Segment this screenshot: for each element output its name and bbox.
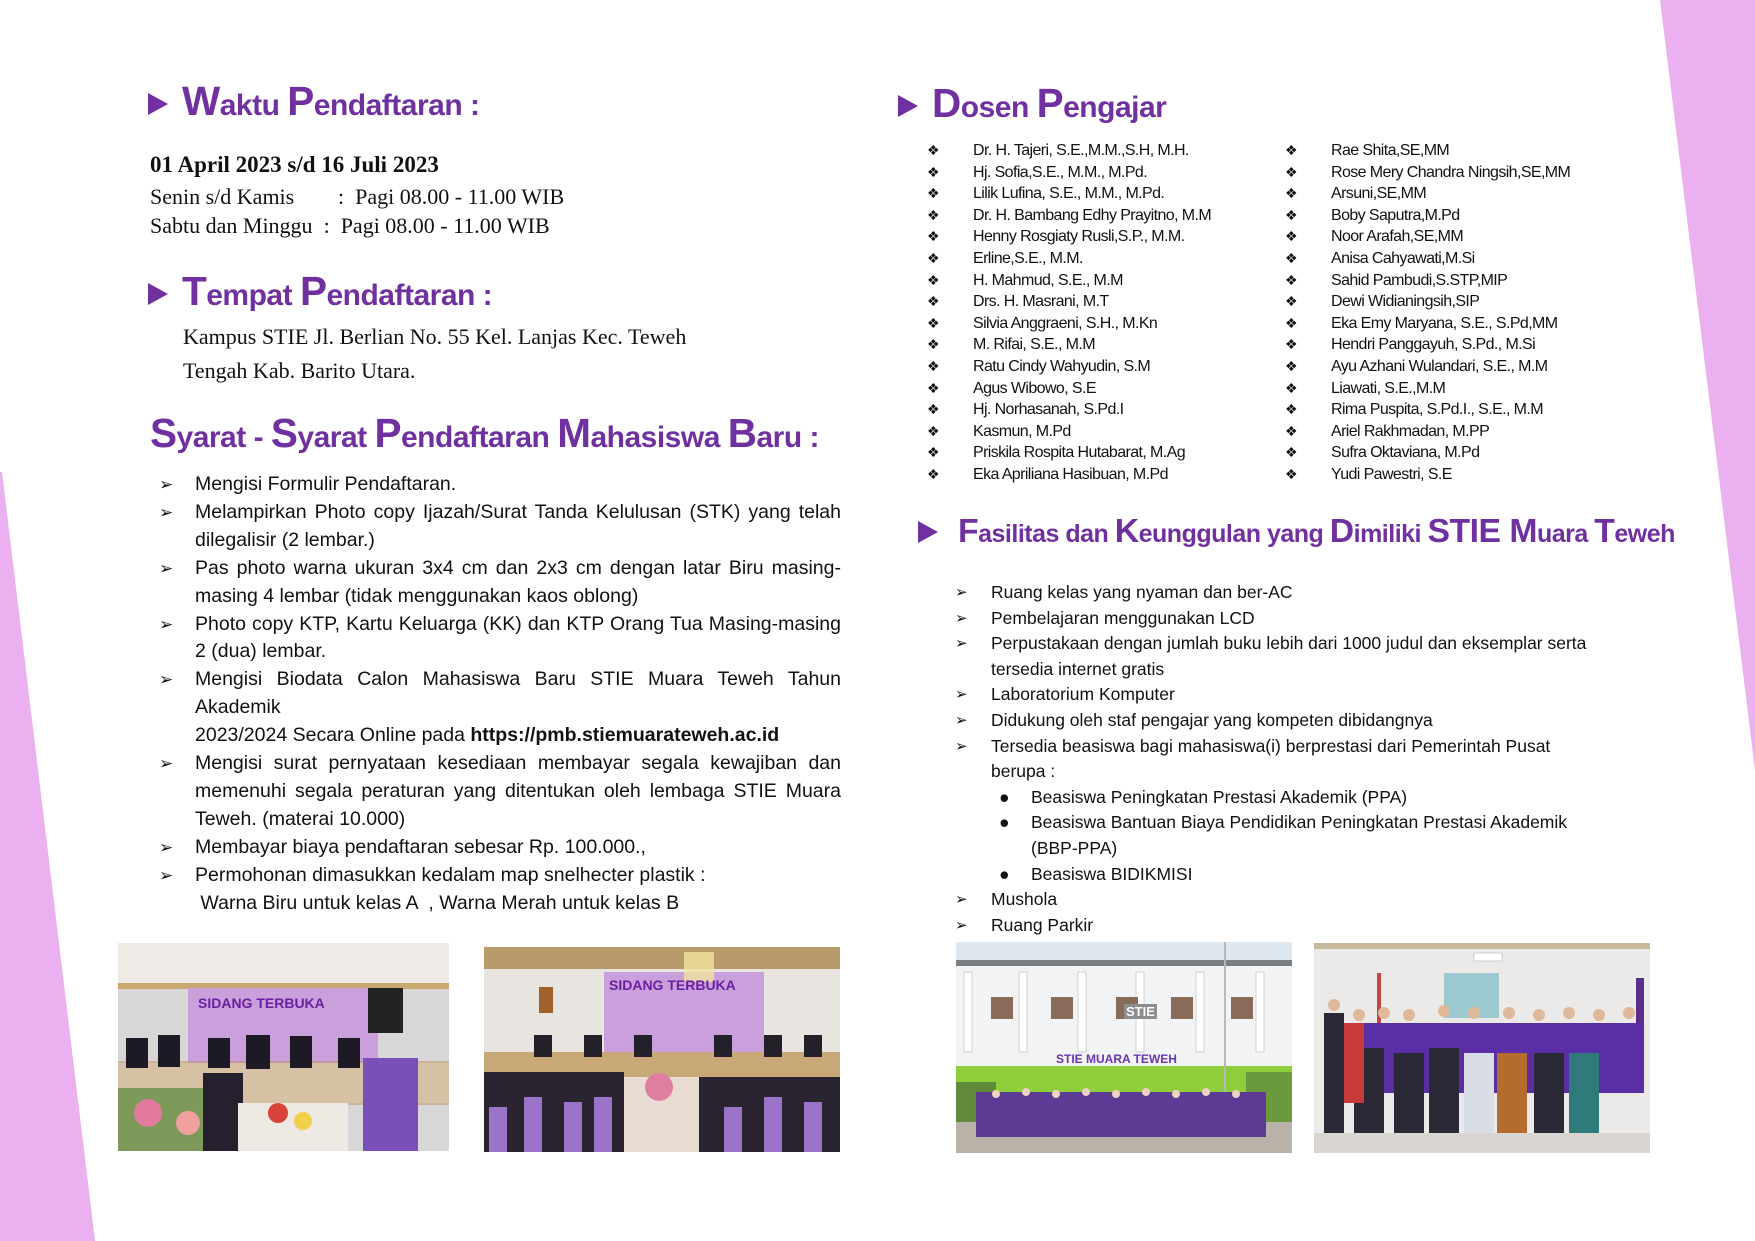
diamond-bullet-icon: ❖ <box>1285 228 1297 245</box>
dosen-name: Kasmun, M.Pd <box>973 422 1071 440</box>
fasilitas-item <box>951 887 1631 913</box>
dosen-item <box>1285 183 1570 205</box>
dosen-name: Dr. H. Tajeri, S.E.,M.M.,S.H, M.H. <box>973 142 1189 159</box>
dosen-item <box>1285 464 1570 486</box>
campus-building-photo <box>956 942 1292 1153</box>
dosen-name: Rae Shita,SE,MM <box>1331 142 1450 159</box>
tempat-heading <box>148 268 492 315</box>
fasilitas-item <box>951 913 1631 939</box>
arrowhead-bullet-icon: ➢ <box>955 686 968 704</box>
syarat-heading <box>150 410 819 457</box>
fasilitas-item <box>951 734 1631 888</box>
schedule-row <box>150 182 564 211</box>
heading-capital: B <box>727 410 757 456</box>
dosen-name: Agus Wibowo, S.E <box>973 379 1096 397</box>
heading-text: endaftaran : <box>313 89 480 122</box>
diamond-bullet-icon: ❖ <box>927 444 939 461</box>
photo-banner-text: SIDANG TERBUKA <box>609 977 736 993</box>
arrowhead-bullet-icon: ➢ <box>159 502 174 522</box>
schedule-separator: : <box>323 213 330 238</box>
dosen-item <box>927 291 1211 313</box>
heading-capital: P <box>287 78 314 124</box>
dosen-name: Eka Apriliana Hasibuan, M.Pd <box>973 465 1168 483</box>
syarat-item <box>155 750 841 834</box>
heading-capital: T <box>1594 512 1615 550</box>
dosen-name: Henny Rosgiaty Rusli,S.P., M.M. <box>973 228 1185 246</box>
dosen-item <box>1285 248 1570 270</box>
dosen-item <box>1285 205 1570 227</box>
dosen-name: Boby Saputra,M.Pd <box>1331 206 1460 224</box>
diamond-bullet-icon: ❖ <box>1285 163 1297 180</box>
fasilitas-item <box>951 580 1631 606</box>
dosen-item <box>927 378 1211 400</box>
dosen-item <box>1285 442 1570 464</box>
diamond-bullet-icon: ❖ <box>927 185 939 202</box>
schedule-days: Senin s/d Kamis <box>150 184 295 209</box>
dosen-name: Silvia Anggraeni, S.H., M.Kn <box>973 314 1158 332</box>
dosen-item <box>1285 399 1570 421</box>
arrowhead-bullet-icon: ➢ <box>955 916 968 934</box>
heading-capital: D <box>932 80 961 126</box>
dosen-name: Hj. Sofia,S.E., M.M., M.Pd. <box>973 163 1148 181</box>
dosen-item <box>927 464 1211 486</box>
dosen-name: Hj. Norhasanah, S.Pd.I <box>973 401 1124 419</box>
diamond-bullet-icon: ❖ <box>1285 465 1297 482</box>
arrowhead-bullet-icon: ➢ <box>159 614 174 634</box>
dosen-item <box>1285 313 1570 335</box>
dosen-item <box>927 270 1211 292</box>
dosen-item <box>1285 291 1570 313</box>
bullet-dot-icon: ● <box>999 863 1010 884</box>
dosen-name: Yudi Pawestri, S.E <box>1331 465 1452 483</box>
building-letters-text: STIE <box>1126 1004 1155 1019</box>
dosen-heading <box>898 80 1166 127</box>
group-photo <box>1314 943 1650 1153</box>
heading-text: endaftaran <box>401 421 558 454</box>
syarat-item-text: 2023/2024 Secara Online pada <box>195 724 471 747</box>
dosen-item <box>927 248 1211 270</box>
dosen-list-col-1 <box>927 140 1211 486</box>
dosen-name: M. Rifai, S.E., M.M <box>973 336 1095 354</box>
schedule-separator: : <box>338 184 345 209</box>
dosen-item <box>927 356 1211 378</box>
dosen-item <box>927 226 1211 248</box>
dosen-name: Sufra Oktaviana, M.Pd <box>1331 444 1480 462</box>
syarat-item <box>155 666 841 750</box>
right-pink-wedge <box>1660 0 1755 770</box>
arrowhead-bullet-icon: ➢ <box>955 635 968 653</box>
dosen-item <box>1285 334 1570 356</box>
beasiswa-item <box>991 862 1601 888</box>
dosen-item <box>927 313 1211 335</box>
heading-text: aru : <box>756 421 819 454</box>
syarat-item-text: Permohonan dimasukkan kedalam map snelhecter plastik : <box>195 863 706 886</box>
heading-text: empat <box>206 279 300 312</box>
heading-text: osen <box>960 91 1037 124</box>
dosen-name: H. Mahmud, S.E., M.M <box>973 271 1123 289</box>
syarat-list <box>155 471 841 918</box>
arrowhead-bullet-icon: ➢ <box>955 737 968 755</box>
dosen-item <box>927 140 1211 162</box>
fasilitas-item <box>951 708 1631 734</box>
fasilitas-heading <box>918 512 1675 551</box>
diamond-bullet-icon: ❖ <box>1285 379 1297 396</box>
heading-capital: P <box>1036 80 1064 126</box>
heading-text: yarat <box>297 421 375 454</box>
fasilitas-item-text: Perpustakaan dengan jumlah buku lebih dari 1000 judul dan eksemplar serta tersedia internet gratis <box>991 633 1587 679</box>
schedule-time: Pagi 08.00 - 11.00 WIB <box>340 213 550 238</box>
syarat-item-text: Mengisi surat pernyataan kesediaan membayar segala kewajiban dan memenuhi segala peraturan yang ditentukan oleh lembaga STIE Muara Teweh. (materai 10.000) <box>195 752 841 830</box>
fasilitas-item <box>951 631 1631 682</box>
dosen-name: Dewi Widianingsih,SIP <box>1331 293 1480 311</box>
dosen-item <box>1285 421 1570 443</box>
heading-text: eweh <box>1614 520 1675 548</box>
fasilitas-item-text: Tersedia beasiswa bagi mahasiswa(i) berprestasi dari Pemerintah Pusat berupa : <box>991 735 1551 782</box>
dosen-item <box>927 162 1211 184</box>
diamond-bullet-icon: ❖ <box>927 228 939 245</box>
fasilitas-item-text: Pembelajaran menggunakan LCD <box>991 607 1255 628</box>
dosen-item <box>1285 140 1570 162</box>
syarat-item <box>155 555 841 611</box>
dosen-name: Hendri Panggayuh, S.Pd., M.Si <box>1331 336 1536 354</box>
diamond-bullet-icon: ❖ <box>927 293 939 310</box>
arrowhead-bullet-icon: ➢ <box>159 475 174 494</box>
heading-capital: P <box>374 410 401 456</box>
heading-text: uara <box>1536 520 1595 548</box>
registration-link[interactable]: https://pmb.stiemuarateweh.ac.id <box>470 724 780 747</box>
waktu-details <box>150 150 564 240</box>
dosen-name: Dr. H. Bambang Edhy Prayitno, M.M <box>973 206 1212 224</box>
tempat-address <box>183 320 686 388</box>
arrowhead-bullet-icon: ➢ <box>159 865 174 885</box>
beasiswa-item-text: Beasiswa BIDIKMISI <box>1031 863 1193 884</box>
graduation-photo-2 <box>484 947 840 1152</box>
diamond-bullet-icon: ❖ <box>927 422 939 439</box>
arrow-bullet-icon <box>148 283 168 305</box>
dosen-item <box>1285 226 1570 248</box>
campus-sign-text: STIE MUARA TEWEH <box>1056 1052 1177 1066</box>
arrowhead-bullet-icon: ➢ <box>159 558 174 578</box>
heading-text: eunggulan yang <box>1138 520 1330 548</box>
schedule-time: Pagi 08.00 - 11.00 WIB <box>355 184 565 209</box>
fasilitas-item-text: Laboratorium Komputer <box>991 684 1175 705</box>
waktu-heading <box>148 78 479 125</box>
diamond-bullet-icon: ❖ <box>927 249 939 266</box>
dosen-name: Erline,S.E., M.M. <box>973 249 1083 267</box>
dosen-name: Eka Emy Maryana, S.E., S.Pd,MM <box>1331 314 1558 332</box>
dosen-name: Anisa Cahyawati,M.Si <box>1331 249 1475 267</box>
dosen-name: Lilik Lufina, S.E., M.M., M.Pd. <box>973 185 1165 203</box>
bullet-dot-icon: ● <box>999 812 1010 833</box>
heading-text: asilitas dan <box>978 520 1115 548</box>
beasiswa-item-text: Beasiswa Bantuan Biaya Pendidikan Peningkatan Prestasi Akademik (BBP-PPA) <box>1031 812 1568 858</box>
diamond-bullet-icon: ❖ <box>927 379 939 396</box>
dosen-item <box>927 205 1211 227</box>
dosen-name: Priskila Rospita Hutabarat, M.Ag <box>973 444 1186 462</box>
schedule-days: Sabtu dan Minggu <box>150 213 313 238</box>
syarat-item-text: Mengisi Biodata Calon Mahasiswa Baru STIE Muara Teweh Tahun Akademik <box>195 668 841 719</box>
fasilitas-item-text: Didukung oleh staf pengajar yang kompeten dibidangnya <box>991 709 1433 730</box>
heading-capital: STIE <box>1427 512 1510 550</box>
heading-capital: F <box>958 512 979 550</box>
diamond-bullet-icon: ❖ <box>927 142 939 158</box>
diamond-bullet-icon: ❖ <box>927 271 939 288</box>
heading-text: ahasiswa <box>590 421 728 454</box>
syarat-item-text: Melampirkan Photo copy Ijazah/Surat Tanda Kelulusan (STK) yang telah dilegalisir (2 lembar.) <box>195 500 841 551</box>
arrow-bullet-icon <box>148 93 168 115</box>
syarat-item <box>155 862 841 918</box>
arrowhead-bullet-icon: ➢ <box>955 891 968 909</box>
beasiswa-item-text: Beasiswa Peningkatan Prestasi Akademik (PPA) <box>1031 786 1408 807</box>
arrowhead-bullet-icon: ➢ <box>159 670 174 690</box>
dosen-name: Sahid Pambudi,S.STP,MIP <box>1331 271 1508 289</box>
diamond-bullet-icon: ❖ <box>1285 293 1297 310</box>
dosen-item <box>1285 162 1570 184</box>
address-line: Kampus STIE Jl. Berlian No. 55 Kel. Lanjas Kec. Teweh <box>183 324 687 349</box>
dosen-name: Ratu Cindy Wahyudin, S.M <box>973 357 1151 375</box>
dosen-name: Liawati, S.E.,M.M <box>1331 379 1446 397</box>
dosen-name: Arsuni,SE,MM <box>1331 185 1427 203</box>
diamond-bullet-icon: ❖ <box>927 163 939 180</box>
arrowhead-bullet-icon: ➢ <box>955 609 968 627</box>
heading-capital: D <box>1329 512 1354 550</box>
beasiswa-item <box>991 785 1601 811</box>
syarat-item-text: Membayar biaya pendaftaran sebesar Rp. 100.000., <box>195 835 646 858</box>
syarat-item-text: Pas photo warna ukuran 3x4 cm dan 2x3 cm dengan latar Biru masing-masing 4 lembar (tidak menggunakan kaos oblong) <box>195 556 841 607</box>
diamond-bullet-icon: ❖ <box>1285 249 1297 266</box>
syarat-item-text: Photo copy KTP, Kartu Keluarga (KK) dan KTP Orang Tua Masing-masing 2 (dua) lembar. <box>195 612 841 663</box>
dosen-item <box>927 183 1211 205</box>
arrow-bullet-icon <box>918 521 938 543</box>
heading-capital: W <box>182 78 220 124</box>
diamond-bullet-icon: ❖ <box>1285 357 1297 374</box>
syarat-item-text: Warna Biru untuk kelas A , Warna Merah untuk kelas B <box>195 891 680 914</box>
fasilitas-item-text: Ruang kelas yang nyaman dan ber-AC <box>991 582 1293 602</box>
fasilitas-item-text: Mushola <box>991 889 1058 910</box>
diamond-bullet-icon: ❖ <box>1285 185 1297 202</box>
diamond-bullet-icon: ❖ <box>927 314 939 331</box>
heading-text: engajar <box>1063 91 1167 124</box>
diamond-bullet-icon: ❖ <box>1285 314 1297 331</box>
dosen-item <box>1285 356 1570 378</box>
diamond-bullet-icon: ❖ <box>927 206 939 223</box>
dosen-name: Noor Arafah,SE,MM <box>1331 228 1464 246</box>
diamond-bullet-icon: ❖ <box>927 357 939 374</box>
dosen-item <box>1285 270 1570 292</box>
diamond-bullet-icon: ❖ <box>927 336 939 353</box>
syarat-item <box>155 499 841 555</box>
diamond-bullet-icon: ❖ <box>1285 444 1297 461</box>
dosen-item <box>1285 378 1570 400</box>
diamond-bullet-icon: ❖ <box>1285 401 1297 418</box>
arrowhead-bullet-icon: ➢ <box>159 837 174 857</box>
heading-text: yarat - <box>176 421 271 454</box>
arrowhead-bullet-icon: ➢ <box>955 584 968 601</box>
syarat-item <box>155 834 841 862</box>
date-range: 01 April 2023 s/d 16 Juli 2023 <box>150 152 439 177</box>
arrowhead-bullet-icon: ➢ <box>955 711 968 729</box>
heading-capital: M <box>557 410 591 456</box>
heading-capital: M <box>1509 512 1537 550</box>
fasilitas-list <box>951 580 1631 938</box>
diamond-bullet-icon: ❖ <box>1285 336 1297 353</box>
diamond-bullet-icon: ❖ <box>927 401 939 418</box>
dosen-item <box>927 442 1211 464</box>
left-pink-wedge <box>0 472 95 1241</box>
heading-text: endaftaran : <box>326 279 493 312</box>
schedule-row <box>150 211 564 240</box>
dosen-list-col-2 <box>1285 140 1570 486</box>
syarat-item-text: Mengisi Formulir Pendaftaran. <box>195 473 457 495</box>
dosen-name: Rose Mery Chandra Ningsih,SE,MM <box>1331 163 1571 181</box>
arrowhead-bullet-icon: ➢ <box>159 754 174 774</box>
arrow-bullet-icon <box>898 95 918 117</box>
dosen-name: Ayu Azhani Wulandari, S.E., M.M <box>1331 357 1548 375</box>
graduation-photo-1 <box>118 943 449 1151</box>
address-line: Tengah Kab. Barito Utara. <box>183 358 416 383</box>
dosen-item <box>927 334 1211 356</box>
heading-capital: S <box>150 410 177 456</box>
photo-banner-text: SIDANG TERBUKA <box>198 995 325 1011</box>
syarat-item <box>155 611 841 667</box>
diamond-bullet-icon: ❖ <box>1285 422 1297 439</box>
diamond-bullet-icon: ❖ <box>1285 206 1297 223</box>
beasiswa-list <box>991 785 1601 887</box>
heading-capital: S <box>270 410 298 456</box>
heading-capital: K <box>1114 512 1139 550</box>
heading-capital: P <box>299 268 327 314</box>
dosen-name: Drs. H. Masrani, M.T <box>973 293 1109 311</box>
fasilitas-item <box>951 606 1631 632</box>
fasilitas-item <box>951 682 1631 708</box>
beasiswa-item <box>991 810 1601 861</box>
dosen-name: Rima Puspita, S.Pd.I., S.E., M.M <box>1331 401 1543 419</box>
dosen-name: Ariel Rakhmadan, M.PP <box>1331 422 1490 440</box>
fasilitas-items <box>951 580 1631 938</box>
diamond-bullet-icon: ❖ <box>1285 142 1297 158</box>
bullet-dot-icon: ● <box>999 786 1010 807</box>
diamond-bullet-icon: ❖ <box>1285 271 1297 288</box>
heading-text: aktu <box>219 89 288 122</box>
heading-capital: T <box>182 268 207 314</box>
diamond-bullet-icon: ❖ <box>927 465 939 482</box>
heading-text: imiliki <box>1353 520 1428 548</box>
fasilitas-item-text: Ruang Parkir <box>991 914 1094 935</box>
dosen-item <box>927 421 1211 443</box>
dosen-item <box>927 399 1211 421</box>
syarat-item <box>155 471 841 499</box>
